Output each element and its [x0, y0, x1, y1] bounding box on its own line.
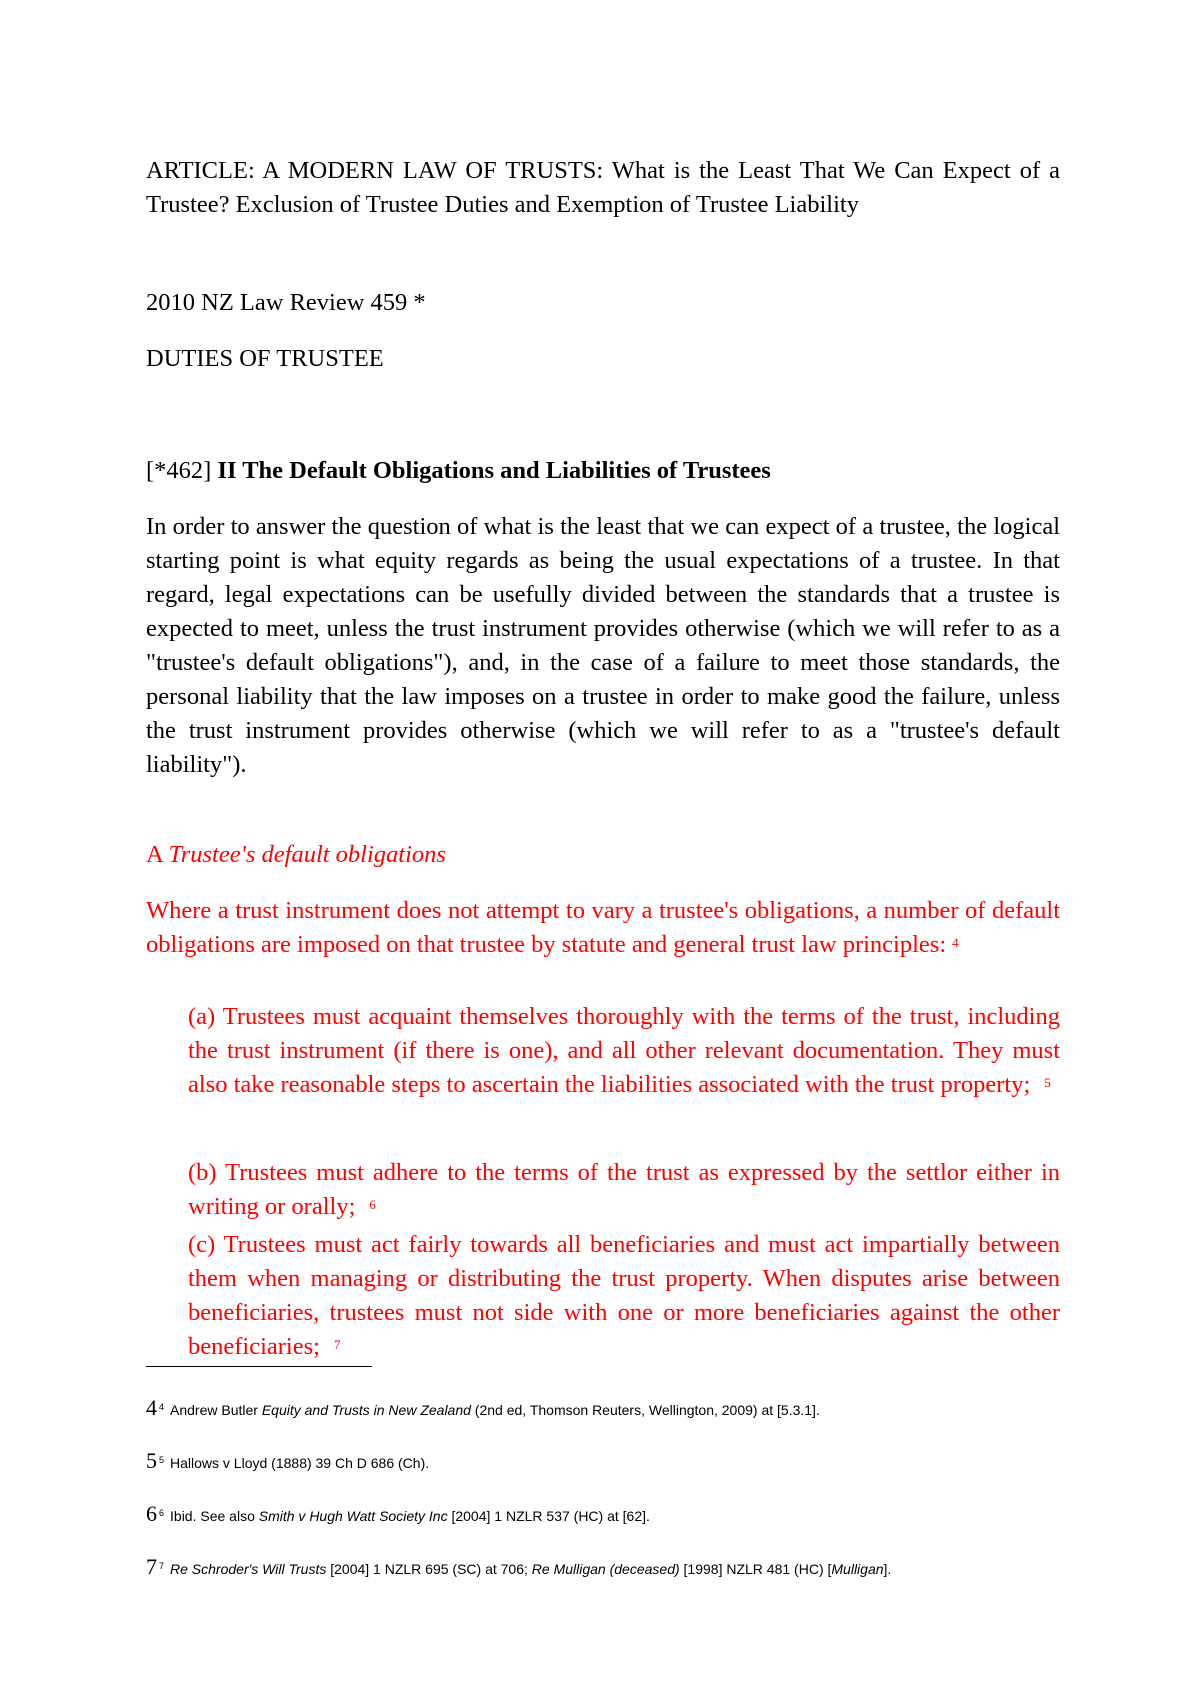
footnote-mark: 7	[159, 1561, 165, 1571]
footnote-mark: 5	[159, 1455, 165, 1465]
section-label: DUTIES OF TRUSTEE	[146, 345, 384, 372]
list-item-text: (b) Trustees must adhere to the terms of the trust as expressed by the settlor either in writing or orally;	[188, 1159, 1060, 1220]
footnote-text: ].	[883, 1561, 892, 1577]
subsection-letter: A	[146, 841, 163, 868]
footnote-number: 7	[146, 1554, 157, 1579]
footnote-text: [2004] 1 NZLR 537 (HC) at [62].	[447, 1508, 650, 1524]
subsection-intro-text: Where a trust instrument does not attempt to vary a trustee's obligations, a number of default obligations are imposed on that trustee by statute and general trust law principles:	[146, 897, 1060, 958]
footnote-number: 5	[146, 1448, 157, 1473]
list-item	[188, 1228, 1060, 1364]
footnote-title: Smith v Hugh Watt Society Inc	[258, 1508, 448, 1524]
footnote-number: 6	[146, 1501, 157, 1526]
subsection-heading	[146, 838, 1060, 872]
footnote-title: Equity and Trusts in New Zealand	[261, 1402, 471, 1418]
footnote-text: Hallows v Lloyd (1888) 39 Ch D 686 (Ch).	[170, 1455, 430, 1471]
article-title: ARTICLE: A MODERN LAW OF TRUSTS: What is the Least That We Can Expect of a Trustee? Exclusion of Trustee Duties and Exemption of Trustee Liability	[146, 157, 1060, 218]
subsection-heading-text: Trustee's default obligations	[168, 841, 446, 868]
footnote-text: [1998] NZLR 481 (HC) [	[679, 1561, 832, 1577]
list-item	[188, 1000, 1060, 1102]
footnote-6	[146, 1501, 1086, 1526]
footnote-ref-7[interactable]: 7	[333, 1337, 341, 1352]
section-heading	[146, 454, 1060, 488]
footnote-divider	[146, 1366, 372, 1367]
list-item-text: (c) Trustees must act fairly towards all beneficiaries and must act impartially between them when managing or distributing the trust property. When disputes arise between beneficiaries, trustees must not side with one or more beneficiaries against the other beneficiaries;	[188, 1231, 1060, 1360]
footnote-title: Mulligan	[831, 1561, 884, 1577]
footnote-text: [2004] 1 NZLR 695 (SC) at 706;	[326, 1561, 532, 1577]
footnote-ref-4[interactable]: 4	[952, 935, 959, 950]
footnote-ref-6[interactable]: 6	[369, 1197, 376, 1212]
footnote-text: Ibid. See also	[170, 1508, 259, 1524]
footnote-title: Re Mulligan (deceased)	[531, 1561, 680, 1577]
footnote-ref-5[interactable]: 5	[1044, 1075, 1051, 1090]
subsection-intro-paragraph	[146, 894, 1060, 962]
footnote-number: 4	[146, 1395, 157, 1420]
article-citation: 2010 NZ Law Review 459 *	[146, 289, 426, 316]
list-item-text: (a) Trustees must acquaint themselves thoroughly with the terms of the trust, including the trust instrument (if there is one), and all other relevant documentation. They must also take reasonable steps to ascertain the liabilities associated with the trust property;	[188, 1003, 1060, 1098]
footnote-text: (2nd ed, Thomson Reuters, Wellington, 2009) at [5.3.1].	[470, 1402, 820, 1418]
footnote-4	[146, 1395, 1086, 1420]
section-heading-text: II The Default Obligations and Liabilities of Trustees	[217, 457, 771, 484]
footnote-mark: 6	[159, 1508, 165, 1518]
footnote-text: Andrew Butler	[170, 1402, 262, 1418]
footnote-7	[146, 1554, 1086, 1579]
page-marker: [*462]	[146, 457, 212, 484]
footnote-mark: 4	[159, 1402, 165, 1412]
footnote-5	[146, 1448, 1086, 1473]
list-item	[188, 1156, 1060, 1224]
section-intro-paragraph: In order to answer the question of what is the least that we can expect of a trustee, the logical starting point is what equity regards as being the usual expectations of a trustee. In that regard, legal expectations can be usefully divided between the standards that a trustee is expected to meet, unless the trust instrument provides otherwise (which we will refer to as a "trustee's default obligations"), and, in the case of a failure to meet those standards, the personal liability that the law imposes on a trustee in order to make good the failure, unless the trust instrument provides otherwise (which we will refer to as a "trustee's default liability").	[146, 513, 1060, 778]
footnote-title: Re Schroder's Will Trusts	[170, 1561, 327, 1577]
